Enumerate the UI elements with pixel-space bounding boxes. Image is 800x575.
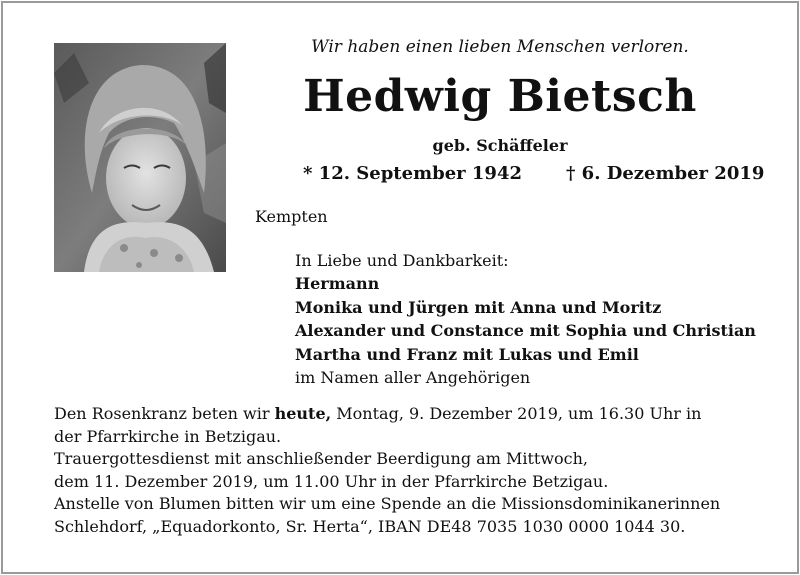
- mourner-line: Martha und Franz mit Lukas und Emil: [295, 344, 639, 364]
- mourners-closing: im Namen aller Angehörigen: [295, 368, 531, 388]
- mourner-line: Alexander und Constance mit Sophia und Christian: [295, 321, 756, 341]
- donation-line-2: Schlehdorf, „Equadorkonto, Sr. Herta“, IBAN DE48 7035 1030 0000 1044 30.: [54, 516, 686, 536]
- rosary-date: Montag, 9. Dezember 2019, um 16.30 Uhr in: [331, 404, 702, 423]
- funeral-line-2: dem 11. Dezember 2019, um 11.00 Uhr in der Pfarrkirche Betzigau.: [54, 471, 609, 491]
- mourner-line: Monika und Jürgen mit Anna und Moritz: [295, 297, 662, 317]
- place: Kempten: [255, 207, 328, 226]
- service-notice: [54, 403, 720, 538]
- rosary-text: Den Rosenkranz beten wir: [54, 404, 275, 423]
- obituary-card: [1, 1, 799, 574]
- rosary-line-1: [54, 403, 720, 426]
- birth-name: geb. Schäffeler: [432, 136, 568, 155]
- intro-text: Wir haben einen lieben Menschen verloren.: [311, 37, 689, 57]
- mourners-intro: In Liebe und Dankbarkeit:: [295, 251, 509, 270]
- death-date: † 6. Dezember 2019: [566, 163, 765, 184]
- rosary-line-2: der Pfarrkirche in Betzigau.: [54, 426, 282, 446]
- mourners-block: [295, 249, 756, 389]
- donation-line-1: Anstelle von Blumen bitten wir um eine Spende an die Missionsdominikanerinnen: [54, 494, 721, 513]
- deceased-name: Hedwig Bietsch: [303, 71, 697, 122]
- portrait-photo: [54, 43, 226, 272]
- rosary-today: heute,: [274, 404, 332, 423]
- funeral-line-1: Trauergottesdienst mit anschließender Beerdigung am Mittwoch,: [54, 449, 589, 468]
- birth-date: * 12. September 1942: [303, 163, 522, 184]
- life-dates: [303, 163, 764, 184]
- mourner-line: Hermann: [295, 274, 380, 294]
